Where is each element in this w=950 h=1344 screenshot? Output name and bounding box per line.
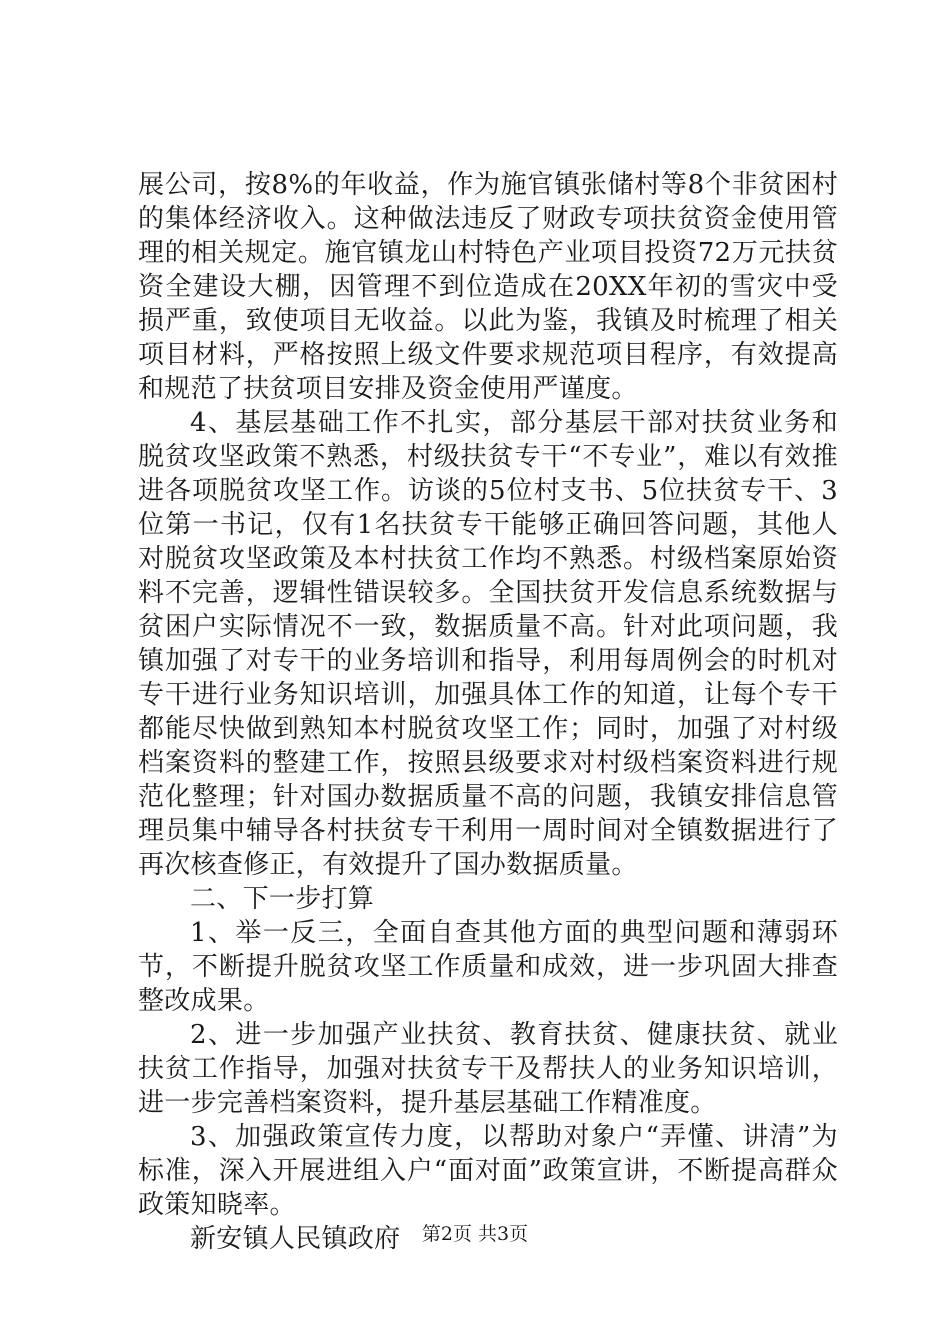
paragraph-plan-2: 2、进一步加强产业扶贫、教育扶贫、健康扶贫、就业扶贫工作指导，加强对扶贫专干及帮扶人的业务知识培训，进一步完善档案资料，提升基层基础工作精准度。 [138, 1020, 838, 1118]
paragraph-plan-3: 3、加强政策宣传力度，以帮助对象户“弄懂、讲清”为标准，深入开展进组入户“面对面”政策宣讲，不断提高群众政策知晓率。 [138, 1122, 838, 1220]
section-heading-next-steps: 二、下一步打算 [190, 884, 375, 914]
signature-line: 新安镇人民镇政府 [190, 1224, 401, 1254]
document-body [138, 168, 838, 1256]
paragraph-item-4: 4、基层基础工作不扎实，部分基层干部对扶贫业务和脱贫攻坚政策不熟悉，村级扶贫专干“不专业”，难以有效推进各项脱贫攻坚工作。访谈的5位村支书、5位扶贫专干、3位第一书记，仅有1名扶贫专干能够正确回答问题，其他人对脱贫攻坚政策及本村扶贫工作均不熟悉。村级档案原始资料不完善，逻辑性错误较多。全国扶贫开发信息系统数据与贫困户实际情况不一致，数据质量不高。针对此项问题，我镇加强了对专干的业务培训和指导，利用每周例会的时机对专干进行业务知识培训，加强具体工作的知道，让每个专干都能尽快做到熟知本村脱贫攻坚工作；同时，加强了对村级档案资料的整建工作，按照县级要求对村级档案资料进行规范化整理；针对国办数据质量不高的问题，我镇安排信息管理员集中辅导各村扶贫专干利用一周时间对全镇数据进行了再次核查修正，有效提升了国办数据质量。 [138, 408, 838, 880]
paragraph-continuation: 展公司，按8%的年收益，作为施官镇张储村等8个非贫困村的集体经济收入。这种做法违反了财政专项扶贫资金使用管理的相关规定。施官镇龙山村特色产业项目投资72万元扶贫资全建设大棚，因管理不到位造成在20XX年初的雪灾中受损严重，致使项目无收益。以此为鉴，我镇及时梳理了相关项目材料，严格按照上级文件要求规范项目程序，有效提高和规范了扶贫项目安排及资金使用严谨度。 [138, 170, 838, 404]
paragraph-plan-1: 1、举一反三，全面自查其他方面的典型问题和薄弱环节，不断提升脱贫攻坚工作质量和成效，进一步巩固大排查整改成果。 [138, 918, 838, 1016]
page-number-footer: 第2页 共3页 [421, 1223, 529, 1245]
